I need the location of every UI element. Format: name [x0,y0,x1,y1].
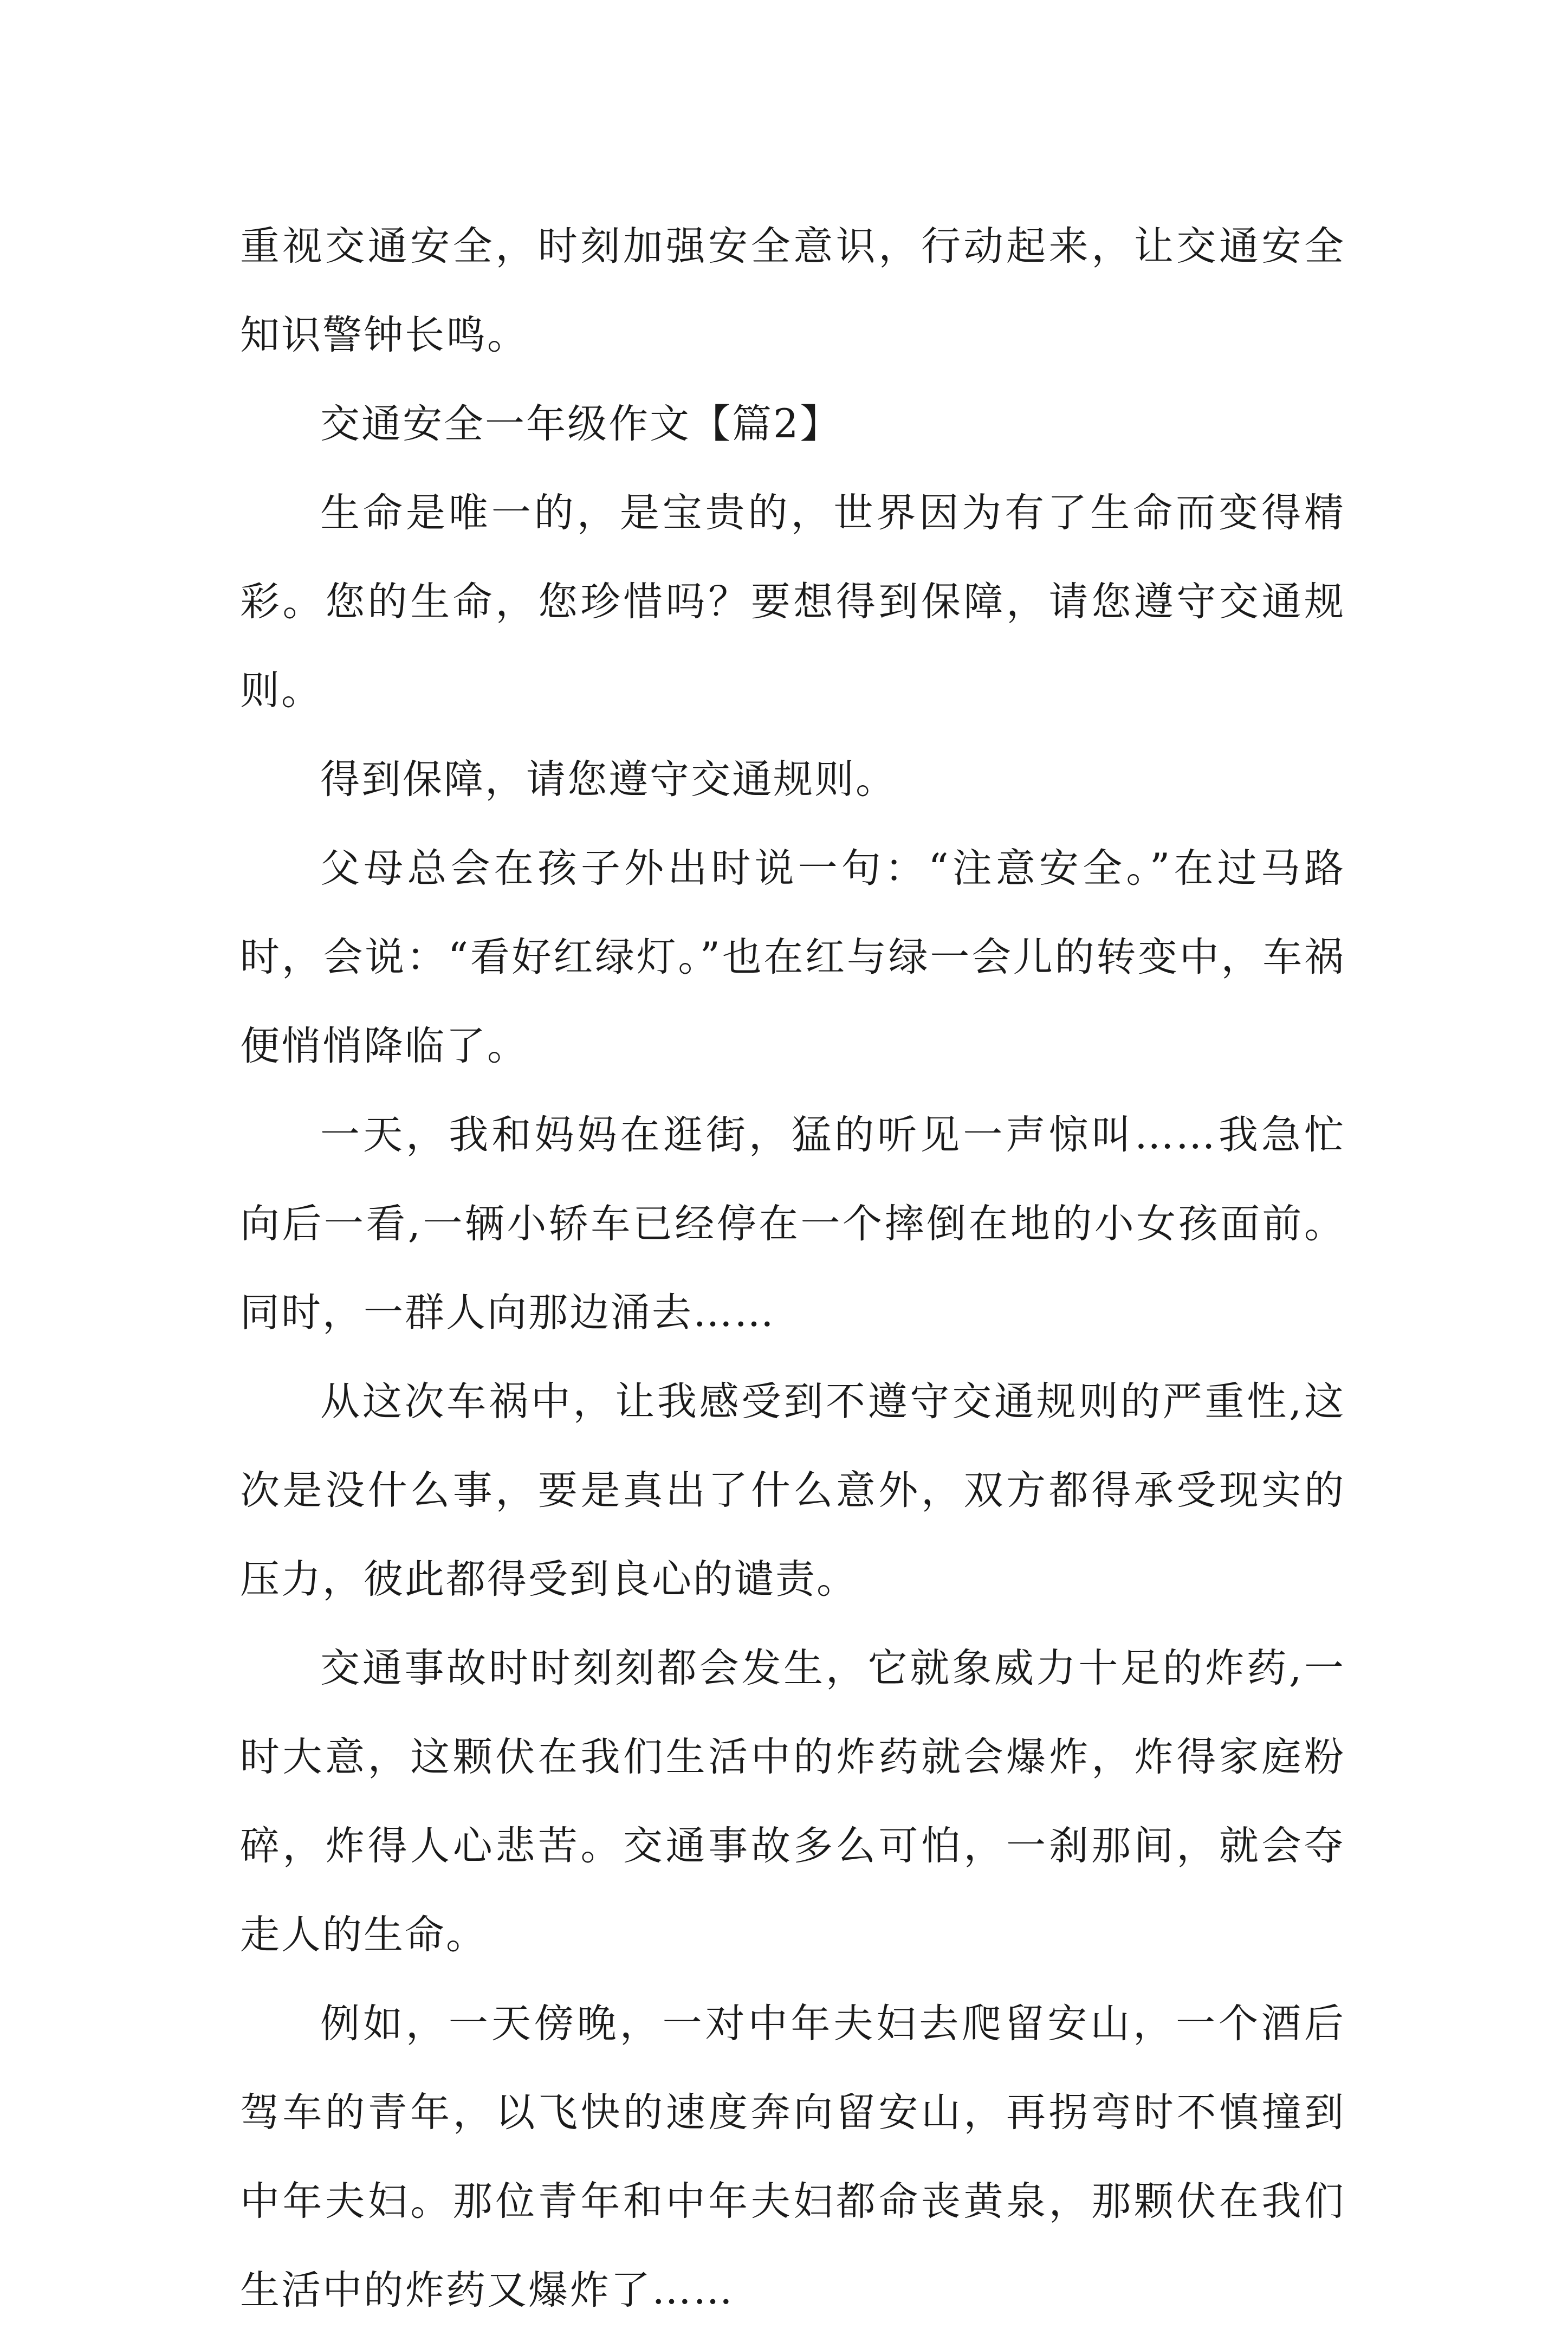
paragraph: 一天，我和妈妈在逛街，猛的听见一声惊叫……我急忙向后一看,一辆小轿车已经停在一个摔倒在地的小女孩面前。同时，一群人向那边涌去…… [240,1112,1345,1336]
paragraph-continuation: 重视交通安全，时刻加强安全意识，行动起来，让交通安全知识警钟长鸣。 [240,223,1345,358]
paragraph: 父母总会在孩子外出时说一句：“注意安全。”在过马路时，会说：“看好红绿灯。”也在红与绿一会儿的转变中，车祸便悄悄降临了。 [240,845,1345,1069]
paragraph: 得到保障，请您遵守交通规则。 [320,756,897,803]
document-body [240,202,1345,2335]
paragraph: 从这次车祸中，让我感受到不遵守交通规则的严重性,这次是没什么事，要是真出了什么意外，双方都得承受现实的压力，彼此都得受到良心的谴责。 [240,1379,1345,1602]
paragraph: 生命是唯一的，是宝贵的，世界因为有了生命而变得精彩。您的生命，您珍惜吗？要想得到保障，请您遵守交通规则。 [240,490,1345,714]
paragraph: 交通事故时时刻刻都会发生，它就象威力十足的炸药,一时大意，这颗伏在我们生活中的炸药就会爆炸，炸得家庭粉碎，炸得人心悲苦。交通事故多么可怕，一刹那间，就会夺走人的生命。 [240,1645,1345,1958]
paragraph: 例如，一天傍晚，一对中年夫妇去爬留安山，一个酒后驾车的青年，以飞快的速度奔向留安山，再拐弯时不慎撞到中年夫妇。那位青年和中年夫妇都命丧黄泉，那颗伏在我们生活中的炸药又爆炸了…… [240,2001,1345,2313]
section-heading: 交通安全一年级作文【篇2】 [320,401,841,447]
